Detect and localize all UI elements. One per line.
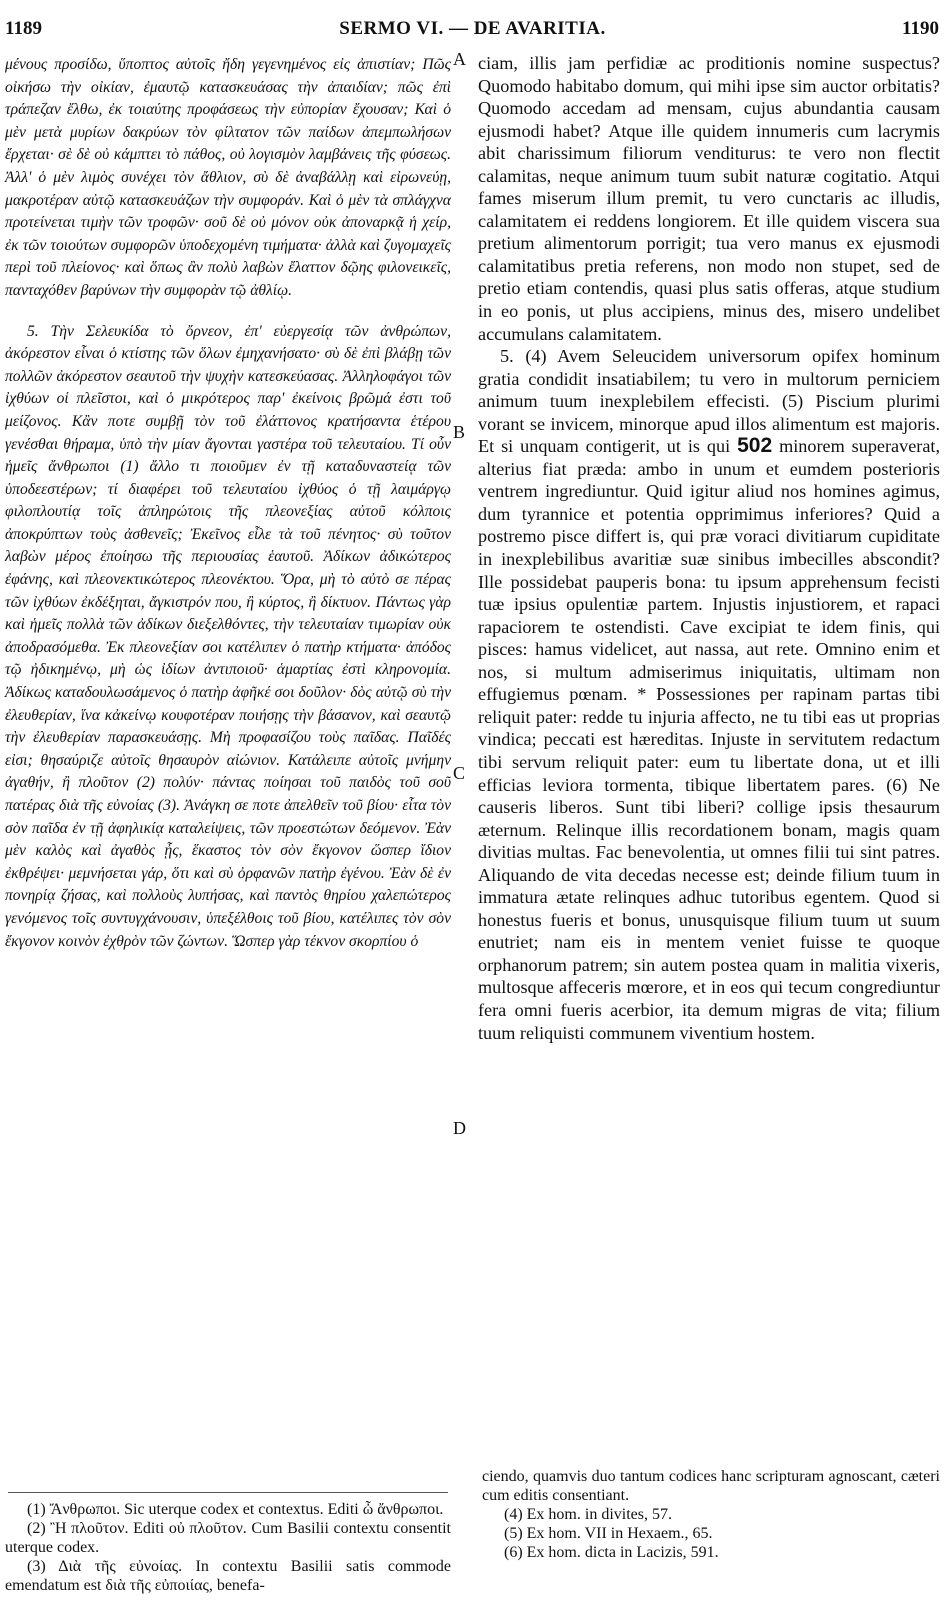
latin-paragraph-2-start: 5. (4) Avem Seleucidem universorum opifex hominum gratia condidit insatiabilem; tu vero in multorum perniciem animum tuum inexplebilem effecisti. (5) Piscium plurimi vorant se invicem, minorque apud illos alimentum est majoris. Et si unquam contigerit, ut is qui bbox=[478, 346, 940, 457]
page-header bbox=[0, 18, 945, 48]
latin-column bbox=[478, 52, 940, 1044]
footnote-3: (3) Διὰ τῆς εὐνοίας. In contextu Basilii satis commode emendatum est διὰ τῆς εὐποιίας, benefa- bbox=[5, 1558, 451, 1594]
footnote-3-continued: ciendo, quamvis duo tantum codices hanc scripturam agnoscant, cæteri cum editis consentiant. bbox=[482, 1468, 940, 1504]
greek-paragraph-2: 5. Τὴν Σελευκίδα τὸ ὄρνεον, ἐπ' εὐεργεσίᾳ τῶν ἀνθρώπων, ἀκόρεστον εἶναι ὁ κτίστης τῶν ὅλων ἐμηχανήσατο· σὺ δὲ ἐπὶ βλάβῃ τῶν πολλῶν ἀκόρεστον σεαυτοῦ τὴν ψυχὴν κατεσκεύασας. Ἀλληλοφάγοι τῶν ἰχθύων οἱ πλεῖστοι, καὶ ὁ μικρότερος παρ' ἐκείνοις βρῶμά ἐστι τοῦ μείζονος. Κἂν ποτε συμβῇ τὸν τοῦ ἐλάττονος κρατήσαντα ἑτέρου γενέσθαι θήραμα, ὑπὸ τὴν μίαν ἄγονται γαστέρα τοῦ τελευταίου. Τί οὖν ἡμεῖς ἄνθρωποι (1) ἄλλο τι ποιοῦμεν ἐν τῇ καταδυναστείᾳ τῶν ὑποδεεστέρων; τί διαφέρει τοῦ τελευταίου ἰχθύος ὁ τῇ λαιμάργῳ φιλοπλουτίᾳ τοῖς ἀπληρώτοις τῆς πλεονεξίας αὐτοῦ κόλποις ἀποκρύπτων τοὺς ἀσθενεῖς; Ἐκεῖνος εἶλε τὰ τοῦ πένητος· σὺ τοῦτον λαβὼν μέρος ἐποίησω τῆς περιουσίας ἑαυτοῦ. Ἀδίκων ἀδικώτερος ἐφάνης, καὶ πλεονεκτικώτερος πλεονέκτου. Ὅρα, μὴ τὸ αὐτὸ σε πέρας τῶν ἰχθύων ἐκδέξηται, ἄγκιστρόν που, ἢ κύρτος, ἢ δίκτυον. Πάντως γὰρ καὶ ἡμεῖς πολλὰ τῶν ἀδίκων διεξελθόντες, τὴν τελευταίαν τιμωρίαν οὐκ ἀποδρασόμεθα. Ἐκ πλεονεξίαν σοι κατέλιπεν ὁ πατὴρ κτήματα· ἀπόδος τῷ ἠδικημένῳ, μὴ ὡς ἰδίων ἀντιποιοῦ· ἁμαρτίας ἐστὶ κληρονομία. Ἀδίκως καταδουλωσάμενος ὁ πατὴρ ἀφῆκέ σοι δοῦλον· δὸς αὐτῷ σὺ τὴν ἐλευθερίαν, ἵνα κἀκείνῳ κουφοτέραν ποιήσῃς τὴν βάσανον, καὶ σεαυτῷ τὴν ἐλευθερίαν παρασκευάσῃς. Μὴ προφασίζου τοὺς παῖδας. Παῖδές εἰσι; θησαύριζε αὐτοῖς θησαυρὸν αἰώνιον. Κατάλειπε αὐτοῖς μνήμην ἀγαθήν, ἢ πλοῦτον (2) πολύν· πάντας ποίησαι τοῦ παιδὸς τοῦ σοῦ πατέρας διὰ τῆς εὐνοίας (3). Ἀνάγκη σε ποτε ἀπελθεῖν τοῦ βίου· εἶτα τὸν σὸν παῖδα ἐν τῇ ἀφηλικίᾳ καταλείψεις, τῶν προεστώτων δεόμενον. Ἐὰν μὲν καλὸς καὶ ἀγαθὸς ᾖς, ἕκαστος τὸν σὸν ἔκγονον ὥσπερ ἴδιον ἐκθρέψει· μεμνήσεται γάρ, ὅτι καὶ σὺ ὀρφανῶν πατὴρ ἐγένου. Ἐὰν δὲ ἐν πονηρίᾳ ζήσας, καὶ πολλοὺς λυπήσας, καὶ παντὸς θηρίου χαλεπώτερος γενόμενος τοῖς συντυγχάνουσιν, ὑπεξέλθοις τοῦ βίου, κατέλιπες τὸν σὸν ἔκγονον κοινὸν ἐχθρὸν τῶν ζώντων. Ὥσπερ γὰρ τέκνον σκορπίου ὁ bbox=[5, 322, 451, 950]
footnote-4: (4) Ex hom. in divites, 57. bbox=[504, 1506, 672, 1523]
latin-paragraph-2-end: minorem superaverat, alterius fiat præda: ambo in unum et eumdem posterioris ventrem ingrediuntur. Quid igitur aliud nos homines agimus, dum tyrannice et potentia opprimimus inferiores? Quid a postremo pisce differt is, qui præ voraci divitiarum cupiditate in inexplebilibus avaritiæ suæ sinibus imbecilles abscondit? Ille possidebat pauperis bona: tu ipsum apprehensum fecisti tuæ ipsius opulentiæ partem. Injustis injustiorem, et rapaci rapaciorem te ostendisti. Cave excipiat te idem finis, qui pisces: hamus videlicet, aut nassa, aut rete. Omnino enim et nos, si multum admiserimus iniquitatis, ultimam non effugiemus pœnam. * Possessiones per rapinam partas tibi reliquit pater: redde tu injuria affecto, ne tu tibi eas ut proprias vindica; peccati est hæreditas. Injuste in servitutem redactum tibi servum reliquit pater: eum tu libertate dona, ut et illi efficias leviora tormenta, tibique libertatem pares. (6) Ne causeris liberos. Sunt tibi liberi? collige ipsis thesaurum æternum. Relinque illis recordationem bonam, magis quam divitias multas. Fac benevolentia, ut omnes filii tui sint patres. Aliquando de vita decedas necesse est; deinde filium tuum in immatura ætate relinques adhuc tutoribus egentem. Quod si honestus fueris et bonus, unusquisque filium tuum ut suum enutriet; nam eis in mentem veniet fuisse te quoque orphanorum patrem; sin autem postea quam in malitia vixeris, multosque affeceris mœrore, et in eos qui tecum congrediuntur fera omni fueris acerbior, ita demum migras de vita; filium tuum reliquisti communem viventium hostem. bbox=[478, 436, 941, 1043]
greek-paragraph-1: μένους προσίδω, ὕποπτος αὐτοῖς ἤδη γεγενημένος εἰς ἀπιστίαν; Πῶς οἰκήσω τὴν οἰκίαν, ἐμαυτῷ κατασκευάσας τὴν ἀπαιδίαν; πῶς ἐπὶ τράπεζαν ἔλθω, ἐκ τοιαύτης προφάσεως τὴν εὐπορίαν ἔχουσαν; Καὶ ὁ μὲν μετὰ μυρίων δακρύων τὸν φίλτατον τῶν παίδων ἀπεμπωλήσων ἔρχεται· σὲ δὲ οὐ κάμπτει τὸ πάθος, οὐ λογισμὸν λαμβάνεις τῆς φύσεως. Ἀλλ' ὁ μὲν λιμὸς συνέχει τὸν ἄθλιον, σὺ δὲ ἀναβάλλῃ καὶ εἰρωνεύῃ, μακροτέραν αὐτῷ κατασκευάζων τὴν συμφοράν. Καὶ ὁ μὲν τὰ σπλάγχνα προτείνεται τιμὴν τῶν τροφῶν· σοῦ δὲ οὐ μόνον οὐκ ἀποναρκᾷ ἡ χείρ, ἐκ τῶν τοιούτων συμφορῶν ὑποδεχομένη τιμήματα· ἀλλὰ καὶ ζυγομαχεῖς περὶ τοῦ πλείονος· καὶ ὅπως ἂν πολὺ λαβὼν ἔλαττον δῷης φιλονεικεῖς, πανταχόθεν βαρύνων τὴν συμφορὰν τῷ ἀθλίῳ. bbox=[5, 56, 451, 299]
margin-letter-b: B bbox=[453, 422, 466, 442]
margin-letter-a: A bbox=[453, 49, 466, 69]
footnote-separator bbox=[8, 1492, 448, 1493]
footnote-6: (6) Ex hom. dicta in Lacizis, 591. bbox=[504, 1544, 719, 1561]
column-number: 502 bbox=[737, 434, 773, 458]
footnote-1: (1) Ἄνθρωποι. Sic uterque codex et contextus. Editi ὦ ἄνθρωποι. bbox=[27, 1501, 444, 1518]
page-number-left: 1189 bbox=[5, 18, 42, 39]
footnote-2: (2) Ἢ πλοῦτον. Editi οὐ πλοῦτον. Cum Basilii contextu consentit uterque codex. bbox=[5, 1520, 451, 1556]
page-number-right: 1190 bbox=[902, 18, 939, 39]
latin-paragraph-2 bbox=[478, 345, 940, 1044]
footnotes-right bbox=[482, 1467, 940, 1562]
latin-paragraph-1: ciam, illis jam perfidiæ ac proditionis nomine suspectus? Quomodo habitabo domum, qui mihi ipse sim auctor orbitatis? Quomodo accedam ad mensam, cujus abundantia causam ejusmodi habet? Atque ille quidem innumeris cum lacrymis abit charissimum filiorum venditurus: te vero non flectit calamitas, neque animum tuum subit naturæ cogitatio. Atqui fames miserum illum premit, tu vero cunctaris ac illudis, calamitatem ei reddens longiorem. Et ille quidem viscera sua pretium alimentorum porrigit; tua vero manus ex ejusmodi calamitatibus pretia referens, non modo non stupet, sed de pretio etiam contendis, quasi plus satis offeras, atque studium in eo ponis, ut plus accipiens, minus des, misero undelibet accumulans calamitatem. bbox=[478, 53, 940, 344]
margin-letter-d: D bbox=[453, 1118, 466, 1138]
running-title: SERMO VI. — DE AVARITIA. bbox=[339, 18, 606, 39]
footnotes-left bbox=[5, 1500, 451, 1595]
footnote-5: (5) Ex hom. VII in Hexaem., 65. bbox=[504, 1525, 713, 1542]
margin-letter-c: C bbox=[453, 763, 466, 783]
greek-column bbox=[5, 54, 451, 953]
